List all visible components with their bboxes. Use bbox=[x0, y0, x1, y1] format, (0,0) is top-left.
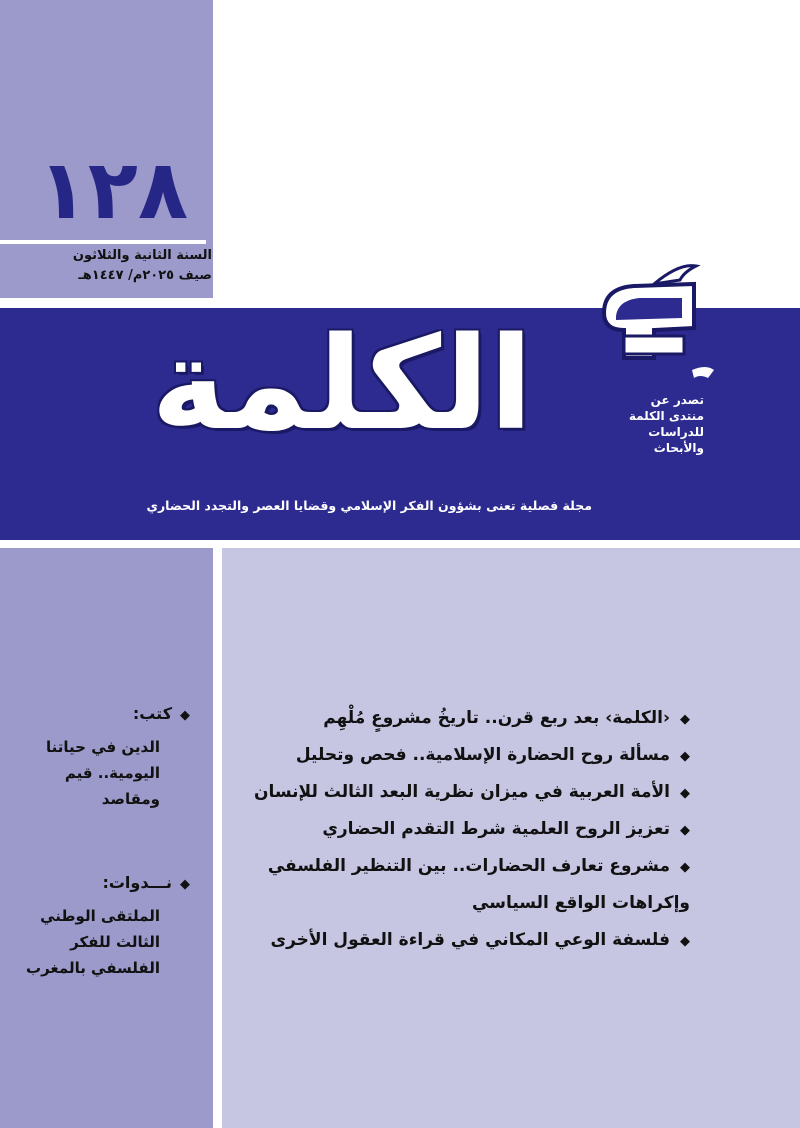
toc-item-label: فلسفة الوعي المكاني في قراءة العقول الأخرى bbox=[270, 930, 670, 950]
toc-item bbox=[150, 814, 690, 851]
seminars-line: الملتقى الوطني bbox=[40, 907, 160, 925]
publisher-line: والأبحاث bbox=[653, 441, 704, 455]
top-right-panel bbox=[213, 0, 800, 298]
seminars-line: الثالث للفكر bbox=[70, 933, 160, 951]
toc-item bbox=[150, 925, 690, 962]
books-line: الدين في حياتنا bbox=[46, 738, 160, 756]
tagline: مجلة فصلية تعنى بشؤون الفكر الإسلامي وقضايا العصر والتجدد الحضاري bbox=[146, 498, 592, 513]
toc-item bbox=[150, 851, 690, 888]
year-line: السنة الثانية والثلاثون bbox=[72, 248, 212, 263]
diamond-bullet-icon: ◆ bbox=[680, 860, 690, 875]
toc-item-label: تعزيز الروح العلمية شرط التقدم الحضاري bbox=[322, 819, 670, 839]
date-line: صيف ٢٠٢٥م/ ١٤٤٧هـ bbox=[78, 268, 212, 283]
toc-item-label: مشروع تعارف الحضارات.. بين التنظير الفلسفي bbox=[267, 856, 670, 876]
diamond-bullet-icon: ◆ bbox=[680, 823, 690, 838]
toc-item-label: ‹الكلمة› بعد ربع قرن.. تاريخُ مشروعٍ مُلْهِم bbox=[323, 708, 670, 728]
toc-item-continuation: وإكراهات الواقع السياسي bbox=[472, 893, 690, 913]
diamond-bullet-icon: ◆ bbox=[680, 934, 690, 949]
issue-divider bbox=[0, 240, 206, 244]
diamond-bullet-icon: ◆ bbox=[680, 786, 690, 801]
publisher-line: تصدر عن bbox=[650, 393, 704, 407]
issue-number: ١٢٨ bbox=[37, 143, 188, 238]
diamond-bullet-icon: ◆ bbox=[180, 877, 190, 892]
table-of-contents bbox=[150, 703, 690, 962]
diamond-bullet-icon: ◆ bbox=[180, 708, 190, 723]
publisher-line: منتدى الكلمة bbox=[628, 409, 704, 423]
books-heading-label: كتب: bbox=[132, 704, 172, 723]
publisher-line: للدراسات bbox=[648, 425, 704, 439]
toc-item bbox=[150, 740, 690, 777]
seminars-heading-label: نـــدوات: bbox=[102, 873, 172, 892]
diamond-bullet-icon: ◆ bbox=[680, 749, 690, 764]
diamond-bullet-icon: ◆ bbox=[680, 712, 690, 727]
publisher-note bbox=[594, 392, 704, 456]
seminars-list bbox=[0, 903, 160, 981]
toc-item bbox=[150, 703, 690, 740]
toc-item-label: الأمة العربية في ميزان نظرية البعد الثالث للإنسان bbox=[253, 782, 670, 802]
toc-item bbox=[150, 777, 690, 814]
seminars-line: الفلسفي بالمغرب bbox=[26, 959, 160, 977]
books-line: اليومية.. قيم bbox=[64, 764, 160, 782]
magazine-title: الكلمة bbox=[150, 310, 534, 459]
divider-gap bbox=[0, 540, 800, 548]
books-line: ومقاصد bbox=[101, 790, 160, 808]
toc-item-label: مسألة روح الحضارة الإسلامية.. فحص وتحليل bbox=[295, 745, 670, 765]
books-list bbox=[0, 734, 160, 812]
